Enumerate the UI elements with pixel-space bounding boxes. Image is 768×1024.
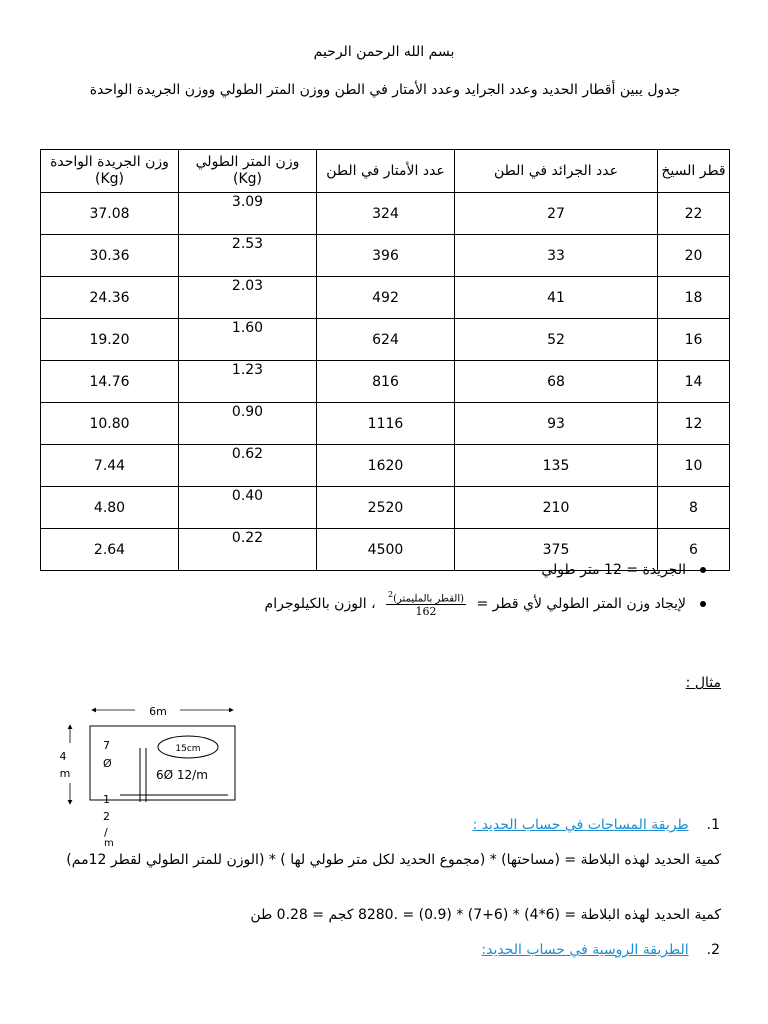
cell-meters-per-ton: 1620: [317, 445, 455, 487]
table-row: [41, 361, 730, 403]
header-diameter: قطر السيخ: [658, 150, 730, 193]
cell-bars-per-ton: 52: [455, 319, 658, 361]
cell-bars-per-ton: 93: [455, 403, 658, 445]
formula-denominator: 162: [415, 605, 437, 619]
spacing-label: 15cm: [175, 744, 201, 754]
bullet-formula: [265, 590, 706, 618]
cell-weight-per-meter: 2.53: [179, 235, 317, 277]
table-row: [41, 319, 730, 361]
rebar-b-label: 6Ø 12/m: [156, 768, 208, 782]
cell-diameter: 8: [658, 487, 730, 529]
cell-bars-per-ton: 27: [455, 193, 658, 235]
cell-meters-per-ton: 492: [317, 277, 455, 319]
bullet-bar-length: [541, 562, 706, 578]
cell-meters-per-ton: 624: [317, 319, 455, 361]
method-1-number: 1.: [706, 817, 720, 833]
cell-diameter: 20: [658, 235, 730, 277]
cell-weight-per-bar: 10.80: [41, 403, 179, 445]
cell-diameter: 10: [658, 445, 730, 487]
cell-bars-per-ton: 41: [455, 277, 658, 319]
formula-fraction: [386, 590, 466, 618]
cell-weight-per-bar: 24.36: [41, 277, 179, 319]
formula-numerator: (القطر بالمليمتر)$^2$: [388, 590, 465, 605]
header-meters-per-ton: عدد الأمتار في الطن: [317, 150, 455, 193]
cell-weight-per-meter: 0.40: [179, 487, 317, 529]
document-title: جدول يبين أقطار الحديد وعدد الجرايد وعدد الأمتار في الطن ووزن المتر الطولي ووزن الجريدة الواحدة: [89, 82, 681, 98]
formula-power: 2: [388, 590, 394, 599]
rebar-c-2: 2: [103, 810, 110, 823]
cell-weight-per-bar: 4.80: [41, 487, 179, 529]
table-row: [41, 235, 730, 277]
cell-meters-per-ton: 2520: [317, 487, 455, 529]
slab-outline: [90, 726, 235, 800]
table-row: [41, 403, 730, 445]
cell-diameter: 14: [658, 361, 730, 403]
bullet-dot: [700, 601, 706, 607]
cell-bars-per-ton: 375: [455, 529, 658, 571]
steel-table: [40, 149, 730, 571]
cell-weight-per-meter: 0.62: [179, 445, 317, 487]
cell-weight-per-meter: 3.09: [179, 193, 317, 235]
method-2-title[interactable]: الطريقة الروسية في حساب الحديد:: [481, 942, 689, 958]
cell-weight-per-meter: 1.60: [179, 319, 317, 361]
formula-intro: لإيجاد وزن المتر الطولي لأي قطر =: [476, 596, 686, 613]
table-row: [41, 445, 730, 487]
table-row: [41, 193, 730, 235]
method-1-heading: [472, 815, 720, 835]
method-2-heading: [481, 940, 720, 960]
cell-meters-per-ton: 1116: [317, 403, 455, 445]
formula-suffix: ، الوزن بالكيلوجرام: [264, 596, 376, 613]
cell-weight-per-meter: 2.03: [179, 277, 317, 319]
bullet-text: الجريدة = 12 متر طولي: [541, 562, 686, 578]
method-1-line-2: كمية الحديد لهذه البلاطة = (6*4) * (6+7) * (0.9) = .8280 كجم = 0.28 طن: [250, 907, 721, 923]
table-header-row: [41, 150, 730, 193]
method-1-line-1: كمية الحديد لهذه البلاطة = (مساحتها) * (مجموع الحديد لكل متر طولي لها ) * (الوزن للمتر الطولي لقطر 12مم): [66, 852, 721, 868]
cell-weight-per-bar: 30.36: [41, 235, 179, 277]
cell-meters-per-ton: 816: [317, 361, 455, 403]
header-weight-per-meter: وزن المتر الطولي (Kg): [179, 150, 317, 193]
rebar-c-1: 1: [103, 793, 110, 806]
cell-weight-per-bar: 7.44: [41, 445, 179, 487]
width-label: 6m: [149, 705, 167, 718]
basmala: بسم الله الرحمن الرحيم: [313, 44, 455, 60]
cell-weight-per-meter: 1.23: [179, 361, 317, 403]
rebar-a-2: Ø: [103, 757, 112, 770]
cell-diameter: 16: [658, 319, 730, 361]
cell-bars-per-ton: 33: [455, 235, 658, 277]
cell-weight-per-bar: 2.64: [41, 529, 179, 571]
cell-meters-per-ton: 324: [317, 193, 455, 235]
rebar-c-3: /: [104, 826, 108, 838]
cell-diameter: 22: [658, 193, 730, 235]
cell-diameter: 6: [658, 529, 730, 571]
rebar-a-1: 7: [103, 739, 110, 752]
cell-bars-per-ton: 210: [455, 487, 658, 529]
cell-weight-per-bar: 14.76: [41, 361, 179, 403]
header-bars-per-ton: عدد الجرائد في الطن: [455, 150, 658, 193]
height-label-top: 4: [59, 750, 67, 763]
table-row: [41, 277, 730, 319]
cell-weight-per-bar: 37.08: [41, 193, 179, 235]
slab-diagram: [50, 698, 250, 838]
cell-diameter: 18: [658, 277, 730, 319]
cell-bars-per-ton: 68: [455, 361, 658, 403]
cell-diameter: 12: [658, 403, 730, 445]
table-row: [41, 487, 730, 529]
method-2-number: 2.: [706, 942, 720, 958]
cell-meters-per-ton: 4500: [317, 529, 455, 571]
height-label-bottom: m: [59, 767, 71, 780]
bullet-dot: [700, 567, 706, 573]
cell-weight-per-bar: 19.20: [41, 319, 179, 361]
cell-weight-per-meter: 0.90: [179, 403, 317, 445]
cell-weight-per-meter: 0.22: [179, 529, 317, 571]
example-label: مثال :: [685, 675, 721, 691]
cell-bars-per-ton: 135: [455, 445, 658, 487]
rebar-c-4: m: [104, 838, 114, 849]
cell-meters-per-ton: 396: [317, 235, 455, 277]
method-1-title[interactable]: طريقة المساحات في حساب الحديد :: [472, 817, 689, 833]
header-weight-per-bar: وزن الجريدة الواحدة (Kg): [41, 150, 179, 193]
